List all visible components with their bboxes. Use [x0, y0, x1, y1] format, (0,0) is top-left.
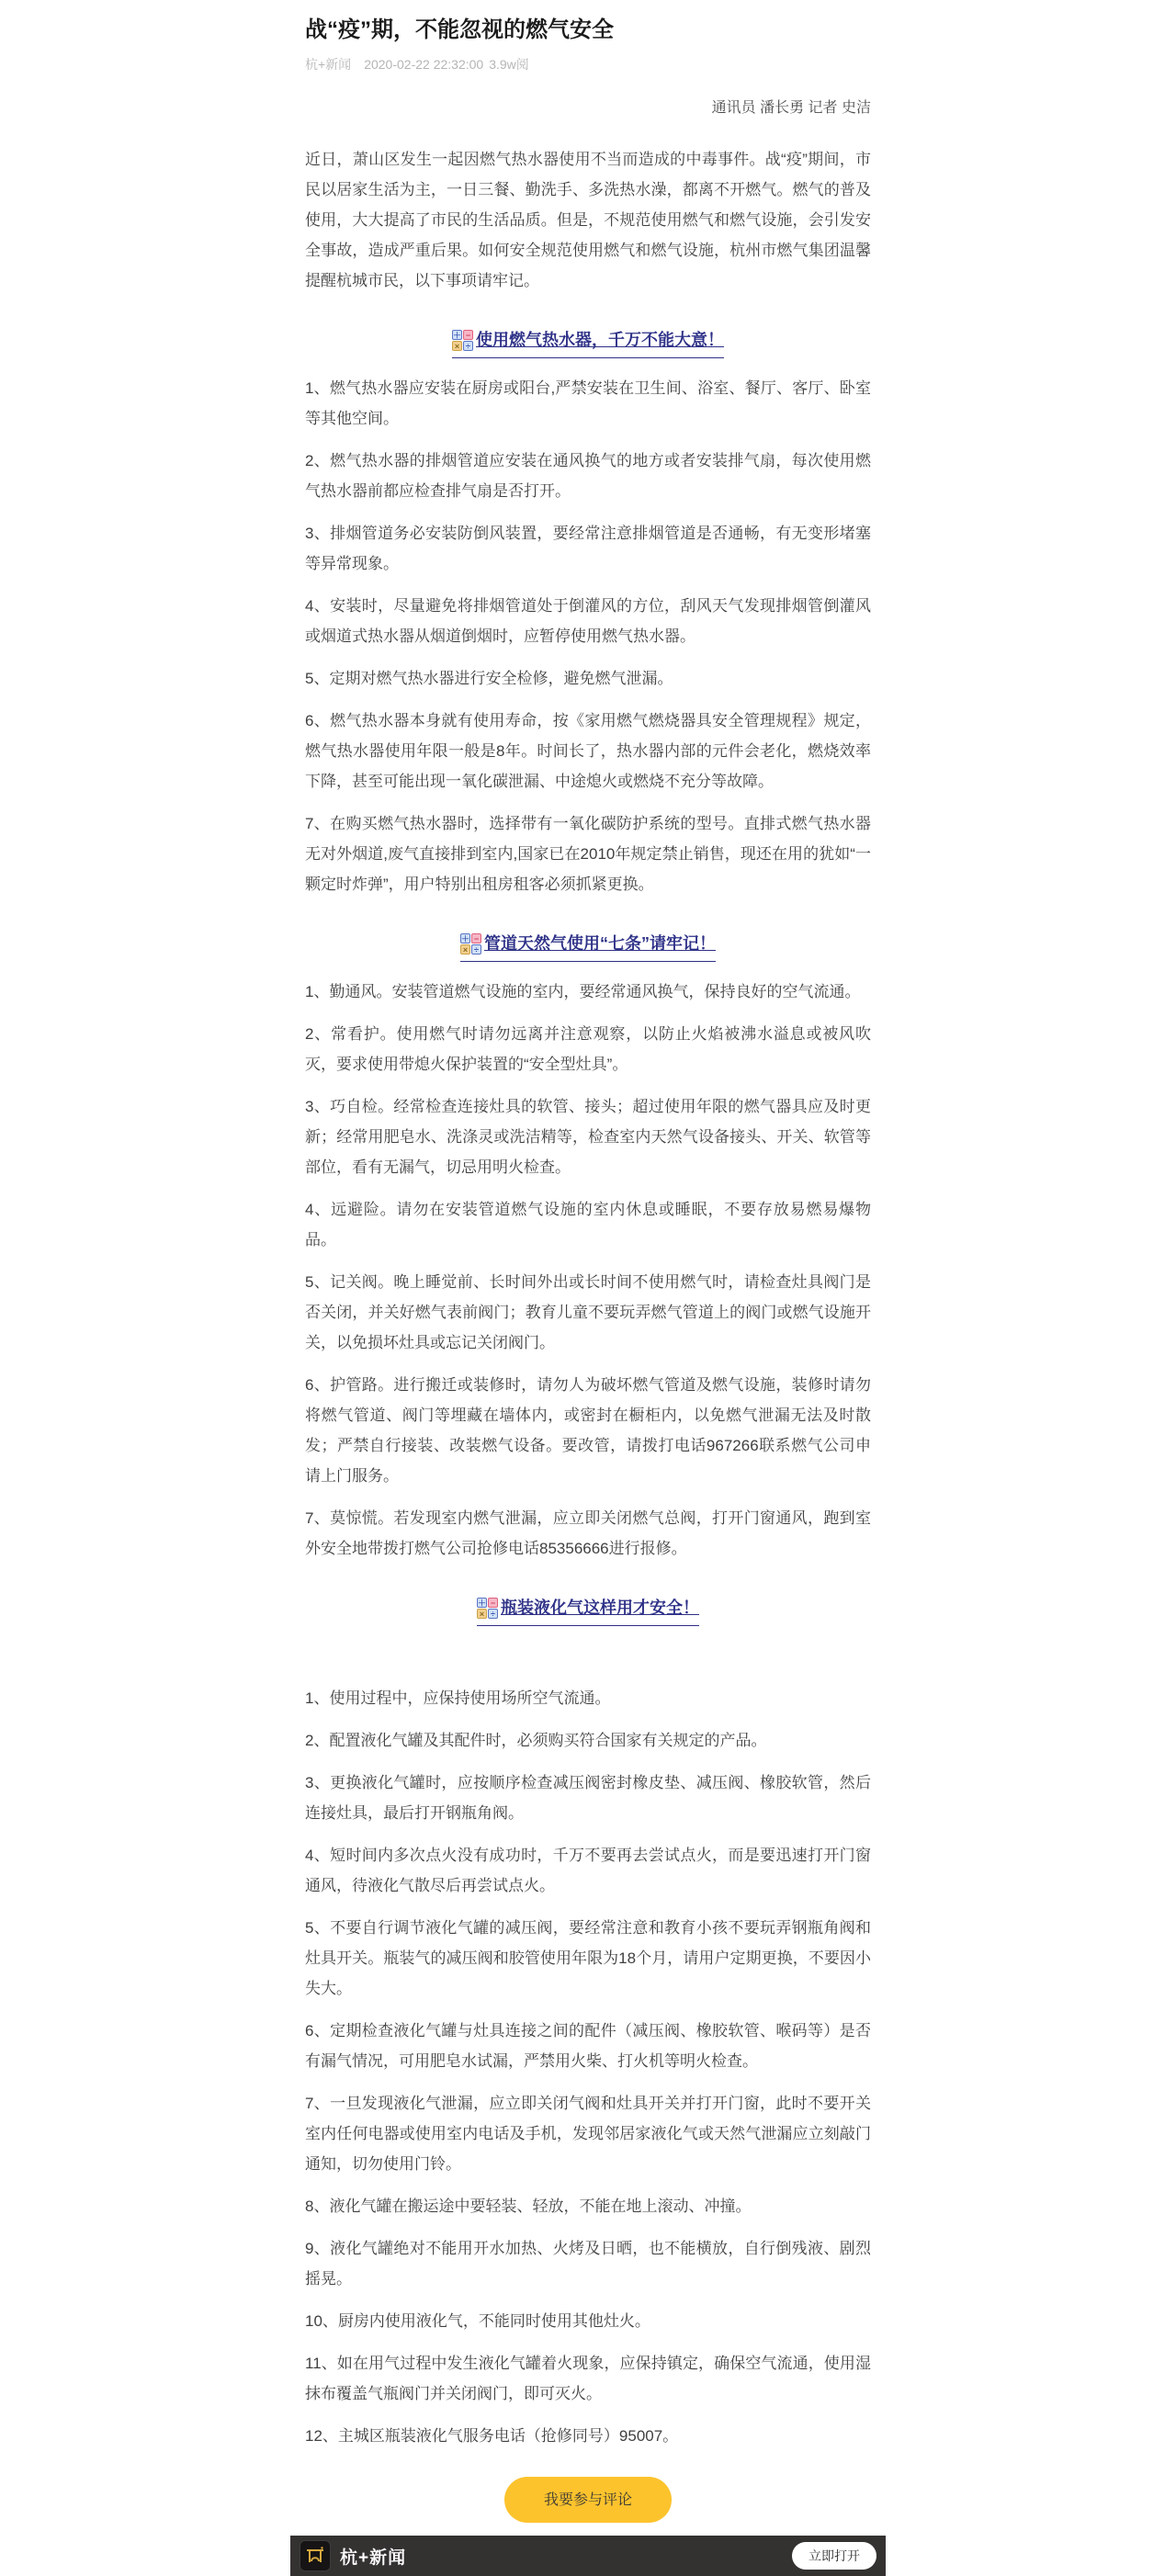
- page-title: 战“疫”期，不能忽视的燃气安全: [305, 17, 614, 42]
- list-item: 2、燃气热水器的排烟管道应安装在通风换气的地方或者安装排气扇，每次使用燃气热水器前都应检查排气扇是否打开。: [305, 452, 871, 500]
- section-heading: [305, 921, 871, 962]
- list-item: 8、液化气罐在搬运途中要轻装、轻放，不能在地上滚动、冲撞。: [305, 2198, 752, 2215]
- section-items: [305, 373, 871, 899]
- list-item: 4、安装时，尽量避免将排烟管道处于倒灌风的方位，刮风天气发现排烟管倒灌风或烟道式热水器从烟道倒烟时，应暂停使用燃气热水器。: [305, 597, 871, 645]
- calculator-icon: [452, 330, 473, 351]
- open-app-button[interactable]: 立即打开: [792, 2542, 876, 2570]
- list-item: 11、如在用气过程中发生液化气罐着火现象，应保持镇定，确保空气流通，使用湿抹布覆盖气瓶阀门并关闭阀门，即可灭火。: [305, 2355, 871, 2402]
- section-heading-text: 管道天然气使用“七条”请牢记！: [484, 934, 716, 953]
- article-container: [290, 0, 886, 2536]
- minus-square-icon: −: [463, 330, 473, 340]
- list-item: 1、燃气热水器应安装在厨房或阳台,严禁安装在卫生间、浴室、餐厅、客厅、卧室等其他空间。: [305, 379, 871, 427]
- list-item: 5、不要自行调节液化气罐的减压阀，要经常注意和教育小孩不要玩弄钢瓶角阀和灶具开关。瓶装气的减压阀和胶管使用年限为18个月，请用户定期更换，不要因小失大。: [305, 1919, 871, 1997]
- source-name[interactable]: 杭+新闻: [305, 57, 352, 72]
- divide-square-icon: ÷: [463, 341, 473, 351]
- section-heading-text: 瓶装液化气这样用才安全！: [501, 1599, 699, 1617]
- list-item: 9、液化气罐绝对不能用开水加热、火烤及日晒，也不能横放，自行倒残液、剧烈摇晃。: [305, 2240, 871, 2288]
- list-item: 2、配置液化气罐及其配件时，必须购买符合国家有关规定的产品。: [305, 1732, 767, 1749]
- multiply-square-icon: ×: [477, 1609, 487, 1619]
- byline: 通讯员 潘长勇 记者 史洁: [711, 100, 871, 116]
- list-item: 12、主城区瓶装液化气服务电话（抢修同号）95007。: [305, 2427, 679, 2445]
- read-count: 3.9w阅: [489, 57, 529, 72]
- intro-paragraph: 近日，萧山区发生一起因燃气热水器使用不当而造成的中毒事件。战“疫”期间，市民以居家生活为主，一日三餐、勤洗手、多洗热水澡，都离不开燃气。燃气的普及使用，大大提高了市民的生活品质。但是，不规范使用燃气和燃气设施，会引发安全事故，造成严重后果。如何安全规范使用燃气和燃气设施，杭州市燃气集团温馨提醒杭城市民，以下事项请牢记。: [305, 151, 871, 289]
- article-sections: [305, 318, 871, 2451]
- section-heading: [305, 318, 871, 358]
- article-meta: [290, 55, 886, 73]
- publish-time: 2020-02-22 22:32:00: [364, 57, 484, 72]
- list-item: 10、厨房内使用液化气，不能同时使用其他灶火。: [305, 2312, 650, 2330]
- minus-square-icon: −: [488, 1598, 498, 1608]
- list-item: 1、勤通风。安装管道燃气设施的室内，要经常通风换气，保持良好的空气流通。: [305, 983, 861, 1000]
- list-item: 3、巧自检。经常检查连接灶具的软管、接头；超过使用年限的燃气器具应及时更新；经常用肥皂水、洗涤灵或洗洁精等，检查室内天然气设备接头、开关、软管等部位，看有无漏气，切忌用明火检查。: [305, 1098, 871, 1176]
- app-name: 杭+新闻: [340, 2548, 407, 2568]
- list-item: 6、定期检查液化气罐与灶具连接之间的配件（减压阀、橡胶软管、喉码等）是否有漏气情况，可用肥皂水试漏，严禁用火柴、打火机等明火检查。: [305, 2022, 871, 2070]
- divide-square-icon: ÷: [471, 944, 481, 955]
- list-item: 5、记关阀。晚上睡觉前、长时间外出或长时间不使用燃气时，请检查灶具阀门是否关闭，并关好燃气表前阀门；教育儿童不要玩弄燃气管道上的阀门或燃气设施开关，以免损坏灶具或忘记关闭阀门。: [305, 1273, 871, 1351]
- list-item: 7、莫惊慌。若发现室内燃气泄漏，应立即关闭燃气总阀，打开门窗通风，跑到室外安全地带拨打燃气公司抢修电话85356666进行报修。: [305, 1509, 871, 1557]
- section-heading-text: 使用燃气热水器，千万不能大意！: [476, 331, 724, 349]
- calculator-icon: [460, 933, 481, 955]
- article-content: [290, 144, 886, 2451]
- minus-square-icon: −: [471, 933, 481, 943]
- app-download-banner[interactable]: [290, 2536, 886, 2576]
- list-item: 5、定期对燃气热水器进行安全检修，避免燃气泄漏。: [305, 670, 673, 687]
- list-item: 3、更换液化气罐时，应按顺序检查减压阀密封橡皮垫、减压阀、橡胶软管，然后连接灶具，最后打开钢瓶角阀。: [305, 1774, 871, 1822]
- list-item: 4、短时间内多次点火没有成功时，千万不要再去尝试点火，而是要迅速打开门窗通风，待液化气散尽后再尝试点火。: [305, 1847, 871, 1894]
- plus-square-icon: ＋: [453, 331, 462, 340]
- section-heading-link[interactable]: [477, 1593, 699, 1626]
- comment-button-row: [290, 2477, 886, 2523]
- multiply-square-icon: ×: [452, 341, 462, 351]
- section-items: [305, 977, 871, 1564]
- multiply-square-icon: ×: [460, 944, 470, 955]
- section-heading: [305, 1586, 871, 1626]
- article-section: [305, 1586, 871, 2451]
- article-section: [305, 318, 871, 899]
- list-item: 3、排烟管道务必安装防倒风装置，要经常注意排烟管道是否通畅，有无变形堵塞等异常现象。: [305, 525, 871, 572]
- list-item: 2、常看护。使用燃气时请勿远离并注意观察，以防止火焰被沸水溢息或被风吹灭，要求使用带熄火保护装置的“安全型灶具”。: [305, 1025, 871, 1073]
- list-item: 6、燃气热水器本身就有使用寿命，按《家用燃气燃烧器具安全管理规程》规定，燃气热水器使用年限一般是8年。时间长了，热水器内部的元件会老化，燃烧效率下降，甚至可能出现一氧化碳泄漏、中途熄火或燃烧不充分等故障。: [305, 712, 871, 790]
- hangplus-app-icon: [300, 2540, 331, 2571]
- list-item: 7、在购买燃气热水器时，选择带有一氧化碳防护系统的型号。直排式燃气热水器无对外烟道,废气直接排到室内,国家已在2010年规定禁止销售，现还在用的犹如“一颗定时炸弹”，用户特别出租房租客必须抓紧更换。: [305, 815, 871, 893]
- section-items: [305, 1641, 871, 2451]
- list-item: 6、护管路。进行搬迁或装修时，请勿人为破坏燃气管道及燃气设施，装修时请勿将燃气管道、阀门等埋藏在墙体内，或密封在橱柜内，以免燃气泄漏无法及时散发；严禁自行接装、改装燃气设备。要改管，请拨打电话967266联系燃气公司申请上门服务。: [305, 1376, 871, 1485]
- divide-square-icon: ÷: [488, 1609, 498, 1619]
- calculator-icon: [477, 1598, 498, 1619]
- list-item: 7、一旦发现液化气泄漏，应立即关闭气阀和灶具开关并打开门窗，此时不要开关室内任何电器或使用室内电话及手机，发现邻居家液化气或天然气泄漏应立刻敲门通知，切勿使用门铃。: [305, 2095, 871, 2173]
- section-heading-link[interactable]: [460, 929, 716, 962]
- plus-square-icon: ＋: [461, 934, 470, 943]
- section-heading-link[interactable]: [452, 325, 724, 358]
- list-item: 1、使用过程中，应保持使用场所空气流通。: [305, 1689, 611, 1707]
- article-section: [305, 921, 871, 1564]
- join-comment-button[interactable]: 我要参与评论: [504, 2477, 672, 2523]
- list-item: 4、远避险。请勿在安装管道燃气设施的室内休息或睡眠，不要存放易燃易爆物品。: [305, 1201, 871, 1248]
- plus-square-icon: ＋: [478, 1599, 487, 1608]
